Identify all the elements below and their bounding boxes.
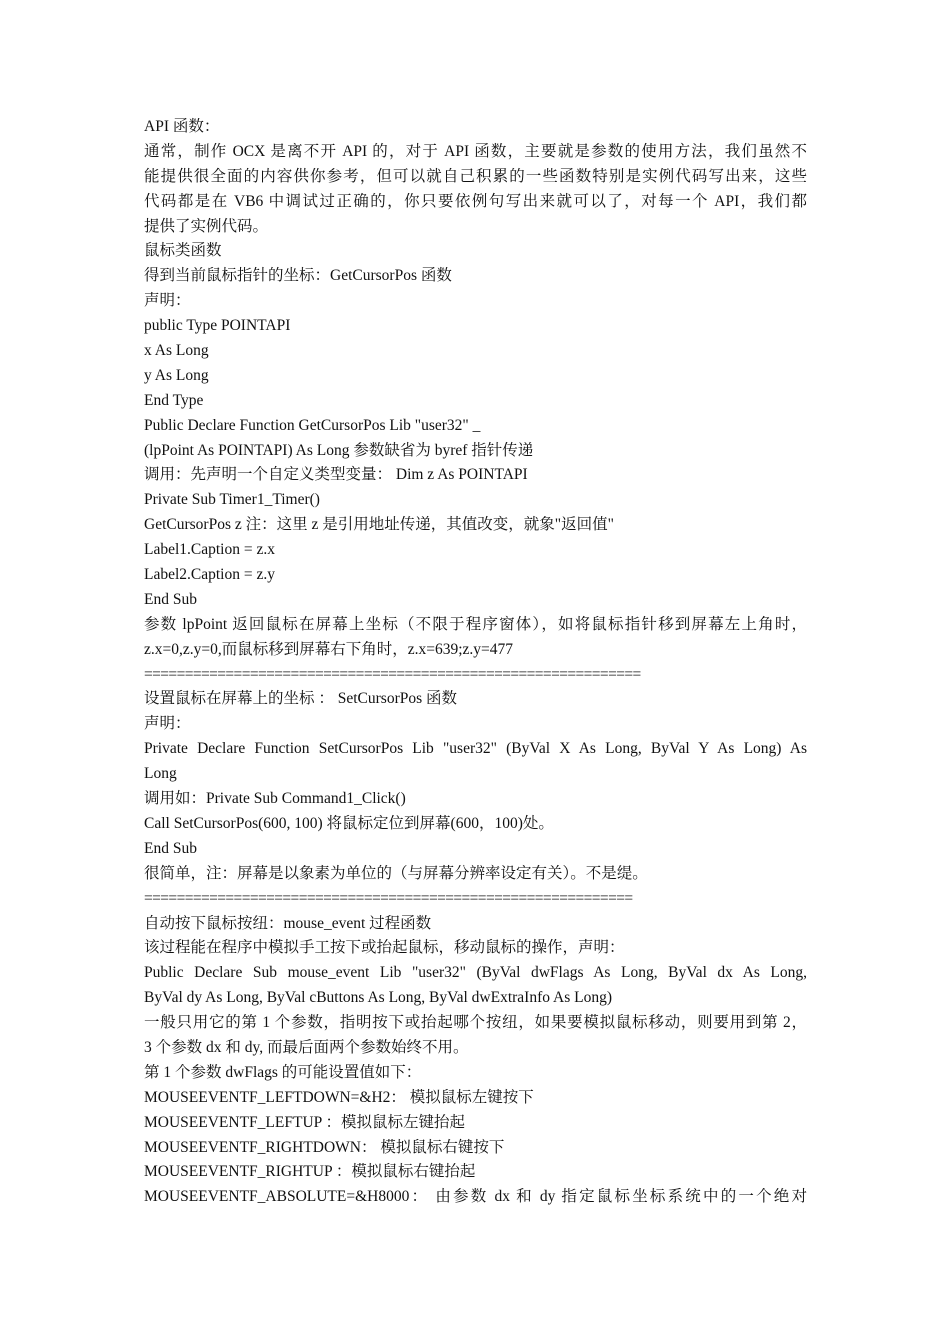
text-line: MOUSEEVENTF_ABSOLUTE=&H8000： 由参数 dx 和 dy 指定鼠标坐标系统中的一个绝对 [144, 1188, 807, 1206]
text-line: GetCursorPos z 注：这里 z 是引用地址传递，其值改变，就象"返回值" [144, 516, 614, 534]
text-line: MOUSEEVENTF_RIGHTDOWN： 模拟鼠标右键按下 [144, 1138, 505, 1156]
text-line: 鼠标类函数 [144, 242, 222, 260]
document-page [144, 115, 807, 1210]
text-line: (lpPoint As POINTAPI) As Long 参数缺省为 byref 指针传递 [144, 441, 534, 459]
text-line: Label1.Caption = z.x [144, 541, 275, 559]
text-line: 能提供很全面的内容供你参考，但可以就自己积累的一些函数特别是实例代码写出来，这些 [144, 167, 807, 185]
text-line: Long [144, 765, 177, 783]
text-line: 通常，制作 OCX 是离不开 API 的，对于 API 函数，主要就是参数的使用方法，我们虽然不 [144, 142, 807, 160]
text-line: Private Declare Function SetCursorPos Lib "user32" (ByVal X As Long, ByVal Y As Long) As [144, 740, 807, 758]
text-line: 调用如：Private Sub Command1_Click() [144, 790, 406, 808]
text-line: y As Long [144, 366, 209, 384]
text-line: 调用：先声明一个自定义类型变量： Dim z As POINTAPI [144, 466, 528, 484]
text-line: MOUSEEVENTF_LEFTDOWN=&H2： 模拟鼠标左键按下 [144, 1088, 534, 1106]
text-line: API 函数： [144, 118, 220, 135]
text-line: Private Sub Timer1_Timer() [144, 491, 320, 509]
text-line: Public Declare Sub mouse_event Lib "user32" (ByVal dwFlags As Long, ByVal dx As Long, [144, 964, 807, 982]
text-line: 声明： [144, 292, 191, 310]
text-line: z.x=0,z.y=0,而鼠标移到屏幕右下角时，z.x=639;z.y=477 [144, 640, 514, 658]
text-line: MOUSEEVENTF_LEFTUP ：模拟鼠标左键抬起 [144, 1113, 466, 1131]
text-line: 代码都是在 VB6 中调试过正确的，你只要依例句写出来就可以了，对每一个 API，我们都 [144, 192, 807, 210]
text-line: End Sub [144, 839, 197, 857]
text-line: 3 个参数 dx 和 dy, 而最后面两个参数始终不用。 [144, 1038, 469, 1056]
text-line: 第 1 个参数 dwFlags 的可能设置值如下： [144, 1063, 422, 1081]
text-line: 声明： [144, 715, 191, 733]
text-line: MOUSEEVENTF_RIGHTUP ：模拟鼠标右键抬起 [144, 1163, 476, 1181]
text-line: 参数 lpPoint 返回鼠标在屏幕上坐标（不限于程序窗体），如将鼠标指针移到屏幕左上角时， [144, 615, 807, 633]
text-line: Call SetCursorPos(600, 100) 将鼠标定位到屏幕(600，100)处。 [144, 814, 554, 832]
text-line: End Sub [144, 590, 197, 608]
text-line: ByVal dy As Long, ByVal cButtons As Long, ByVal dwExtraInfo As Long) [144, 989, 612, 1007]
text-line: public Type POINTAPI [144, 317, 291, 335]
separator-line: ============================================================= [144, 665, 641, 683]
text-line: x As Long [144, 342, 209, 360]
text-line: 自动按下鼠标按纽：mouse_event 过程函数 [144, 914, 432, 932]
text-line: End Type [144, 391, 204, 409]
text-line: Public Declare Function GetCursorPos Lib "user32" _ [144, 416, 481, 434]
text-line: 设置鼠标在屏幕上的坐标 ： SetCursorPos 函数 [144, 690, 458, 708]
text-line: 得到当前鼠标指针的坐标：GetCursorPos 函数 [144, 267, 452, 285]
text-line: 该过程能在程序中模拟手工按下或抬起鼠标，移动鼠标的操作，声明： [144, 939, 625, 957]
text-line: 提供了实例代码。 [144, 217, 269, 235]
separator-line: ============================================================ [144, 889, 633, 907]
text-line: 一般只用它的第 1 个参数，指明按下或抬起哪个按纽，如果要模拟鼠标移动，则要用到第 2， [144, 1014, 807, 1032]
text-line: 很简单，注：屏幕是以象素为单位的（与屏幕分辨率设定有关）。不是缇。 [144, 864, 648, 882]
text-line: Label2.Caption = z.y [144, 566, 275, 584]
